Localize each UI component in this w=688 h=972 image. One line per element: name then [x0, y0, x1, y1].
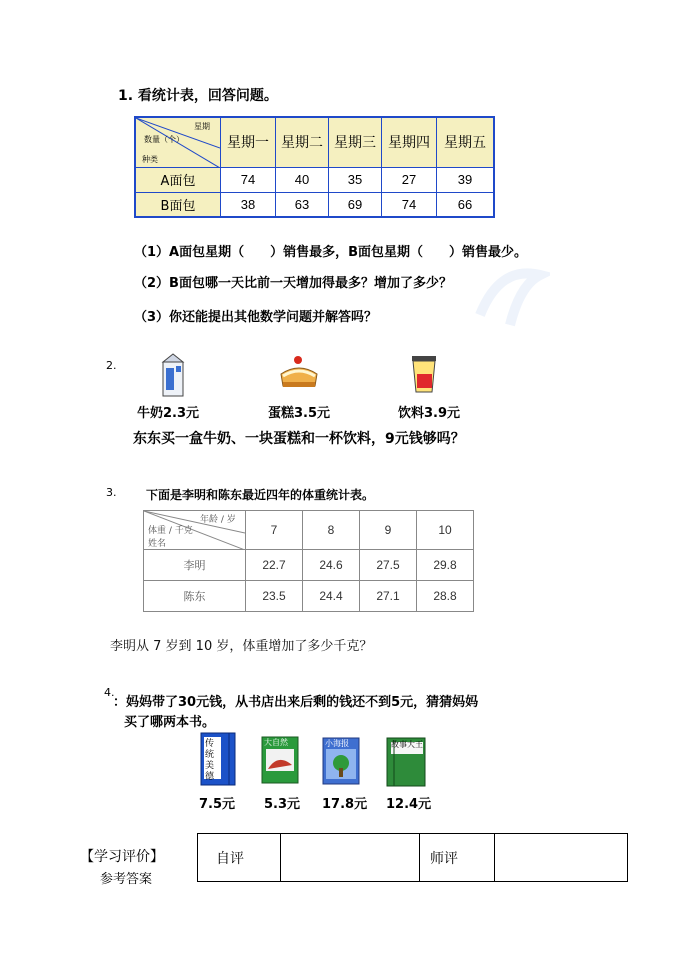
corner-label-name: 姓名: [148, 539, 167, 549]
watermark-swirl-icon: [470, 255, 550, 335]
q1-sub3: （3）你还能提出其他数学问题并解答吗？: [134, 310, 378, 325]
q2-item-label: 饮料3.9元: [398, 406, 461, 421]
table-cell: 35: [329, 167, 382, 192]
q2-question: 东东买一盒牛奶、一块蛋糕和一杯饮料，9元钱够吗？: [133, 431, 465, 447]
self-eval-label: 自评: [198, 834, 281, 882]
table-cell: 28.8: [417, 581, 474, 612]
eval-label: 【学习评价】: [80, 849, 164, 865]
q2-item-label: 牛奶2.3元: [137, 406, 200, 421]
drink-cup-icon: [410, 354, 438, 394]
q4-line1: ：妈妈带了30元钱，从书店出来后剩的钱还不到5元，猜猜妈妈: [113, 695, 479, 710]
age-header: 8: [303, 511, 360, 550]
corner-label-kind: 种类: [142, 155, 158, 164]
table-cell: 27: [382, 167, 437, 192]
table-cell: 38: [221, 192, 276, 217]
cake-icon: [277, 352, 321, 392]
bread-sales-table: [134, 116, 495, 218]
book-cover-title: 传统美德: [205, 739, 215, 782]
q1-title: 1. 看统计表，回答问题。: [118, 88, 278, 104]
q2-item-label: 蛋糕3.5元: [268, 406, 331, 421]
book-cover-title: 大自然: [264, 738, 288, 747]
table-cell: 23.5: [246, 581, 303, 612]
book-cover-title: 小海报: [325, 739, 349, 748]
answer-label: 参考答案: [100, 872, 153, 887]
table-cell: 27.1: [360, 581, 417, 612]
book-cover-title: 故事大王: [391, 740, 423, 749]
age-header: 9: [360, 511, 417, 550]
corner-label-quantity: 数量（个）: [144, 135, 184, 144]
q2-number: 2.: [106, 359, 117, 372]
teacher-eval-label: 师评: [420, 834, 495, 882]
table-corner-header: [144, 511, 246, 550]
book-price: 17.8元: [322, 797, 368, 812]
age-header: 7: [246, 511, 303, 550]
day-header: 星期四: [382, 117, 437, 167]
row-label: A面包: [135, 167, 221, 192]
self-eval-cell[interactable]: [281, 834, 420, 882]
day-header: 星期三: [329, 117, 382, 167]
table-cell: 24.4: [303, 581, 360, 612]
corner-label-weight: 体重 / 千克: [148, 526, 193, 536]
table-corner-header: [135, 117, 221, 167]
milk-carton-icon: [159, 352, 187, 398]
row-label: B面包: [135, 192, 221, 217]
corner-label-age: 年龄 / 岁: [200, 515, 236, 525]
q3-number: 3.: [106, 486, 117, 499]
table-cell: 66: [437, 192, 495, 217]
age-header: 10: [417, 511, 474, 550]
corner-label-day: 星期: [194, 122, 210, 131]
q1-sub1: （1）A面包星期（ ）销售最多，B面包星期（ ）销售最少。: [134, 245, 528, 260]
day-header: 星期一: [221, 117, 276, 167]
table-cell: 74: [221, 167, 276, 192]
table-cell: 39: [437, 167, 495, 192]
weight-table: [143, 510, 474, 612]
table-cell: 22.7: [246, 550, 303, 581]
book-price: 5.3元: [264, 797, 301, 812]
table-cell: 27.5: [360, 550, 417, 581]
table-cell: 69: [329, 192, 382, 217]
q4-number: 4.: [104, 686, 115, 699]
q4-line2: 买了哪两本书。: [124, 715, 216, 730]
table-cell: 24.6: [303, 550, 360, 581]
teacher-eval-cell[interactable]: [495, 834, 628, 882]
day-header: 星期二: [276, 117, 329, 167]
q3-question: 李明从 7 岁到 10 岁，体重增加了多少千克？: [110, 639, 373, 654]
table-cell: 63: [276, 192, 329, 217]
evaluation-table: [197, 833, 628, 882]
table-cell: 29.8: [417, 550, 474, 581]
book-price: 12.4元: [386, 797, 432, 812]
book-price: 7.5元: [199, 797, 236, 812]
table-cell: 74: [382, 192, 437, 217]
row-label: 李明: [144, 550, 246, 581]
table-cell: 40: [276, 167, 329, 192]
q3-title: 下面是李明和陈东最近四年的体重统计表。: [146, 488, 375, 502]
q1-sub2: （2）B面包哪一天比前一天增加得最多？增加了多少？: [134, 276, 452, 291]
row-label: 陈东: [144, 581, 246, 612]
day-header: 星期五: [437, 117, 495, 167]
